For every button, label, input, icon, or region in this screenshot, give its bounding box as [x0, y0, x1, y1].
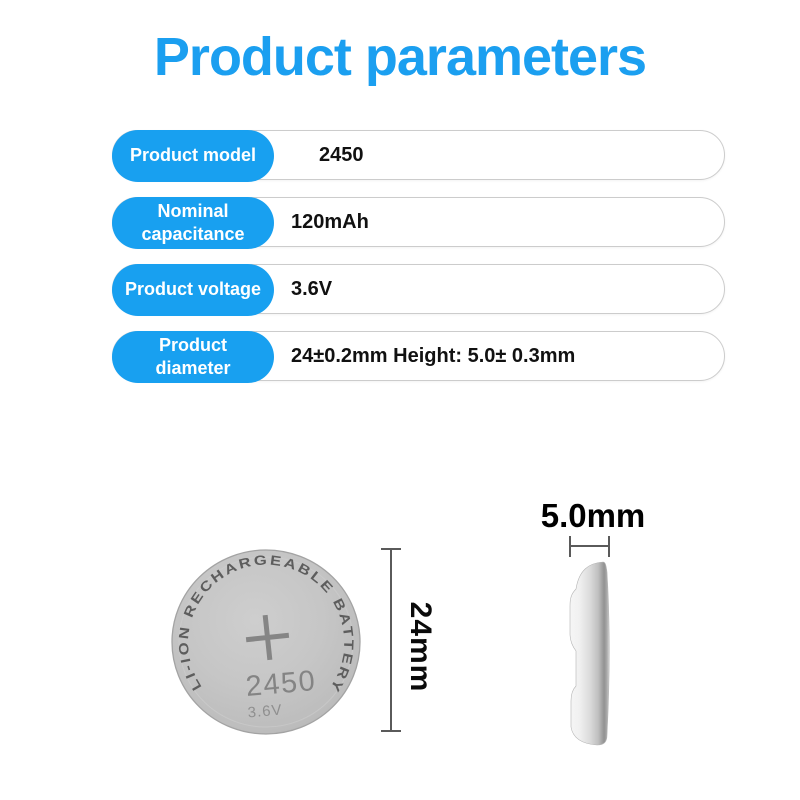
- param-label-pill: [112, 197, 274, 249]
- param-value: 120mAh: [291, 210, 369, 233]
- param-label-pill: [112, 331, 274, 383]
- battery-brand-arc-text: LI-ION RECHARGEABLE BATTERY: [176, 552, 357, 695]
- param-row: [112, 197, 725, 247]
- height-dimension-line: [570, 536, 609, 557]
- param-list: [112, 130, 725, 398]
- param-value: 3.6V: [291, 277, 333, 300]
- param-label: Product model: [129, 145, 256, 166]
- param-label-pill: [112, 264, 274, 316]
- diameter-dimension-line: [381, 549, 401, 731]
- param-label-pill: [112, 130, 274, 182]
- diameter-label: 24mm: [404, 601, 437, 693]
- battery-model-text: 2450: [244, 664, 318, 704]
- param-value: 2450: [319, 143, 364, 166]
- battery-side-view: [570, 562, 609, 745]
- param-label: Product voltage: [124, 279, 262, 300]
- battery-voltage-text: 3.6V: [247, 701, 284, 722]
- param-row: [112, 331, 725, 381]
- page-title: Product parameters: [153, 27, 647, 87]
- param-label: Nominal capacitance: [141, 200, 245, 244]
- param-label: Product diameter: [155, 334, 231, 378]
- param-row: [112, 264, 725, 314]
- battery-diagram: [0, 470, 800, 800]
- param-value: 24±0.2mm Height: 5.0± 0.3mm: [291, 344, 576, 367]
- battery-side-profile: [570, 562, 609, 745]
- param-row: [112, 130, 725, 180]
- battery-top-view: [172, 550, 360, 734]
- diameter-dimension: [381, 549, 437, 731]
- height-dimension: [541, 497, 646, 557]
- height-label: 5.0mm: [540, 497, 646, 534]
